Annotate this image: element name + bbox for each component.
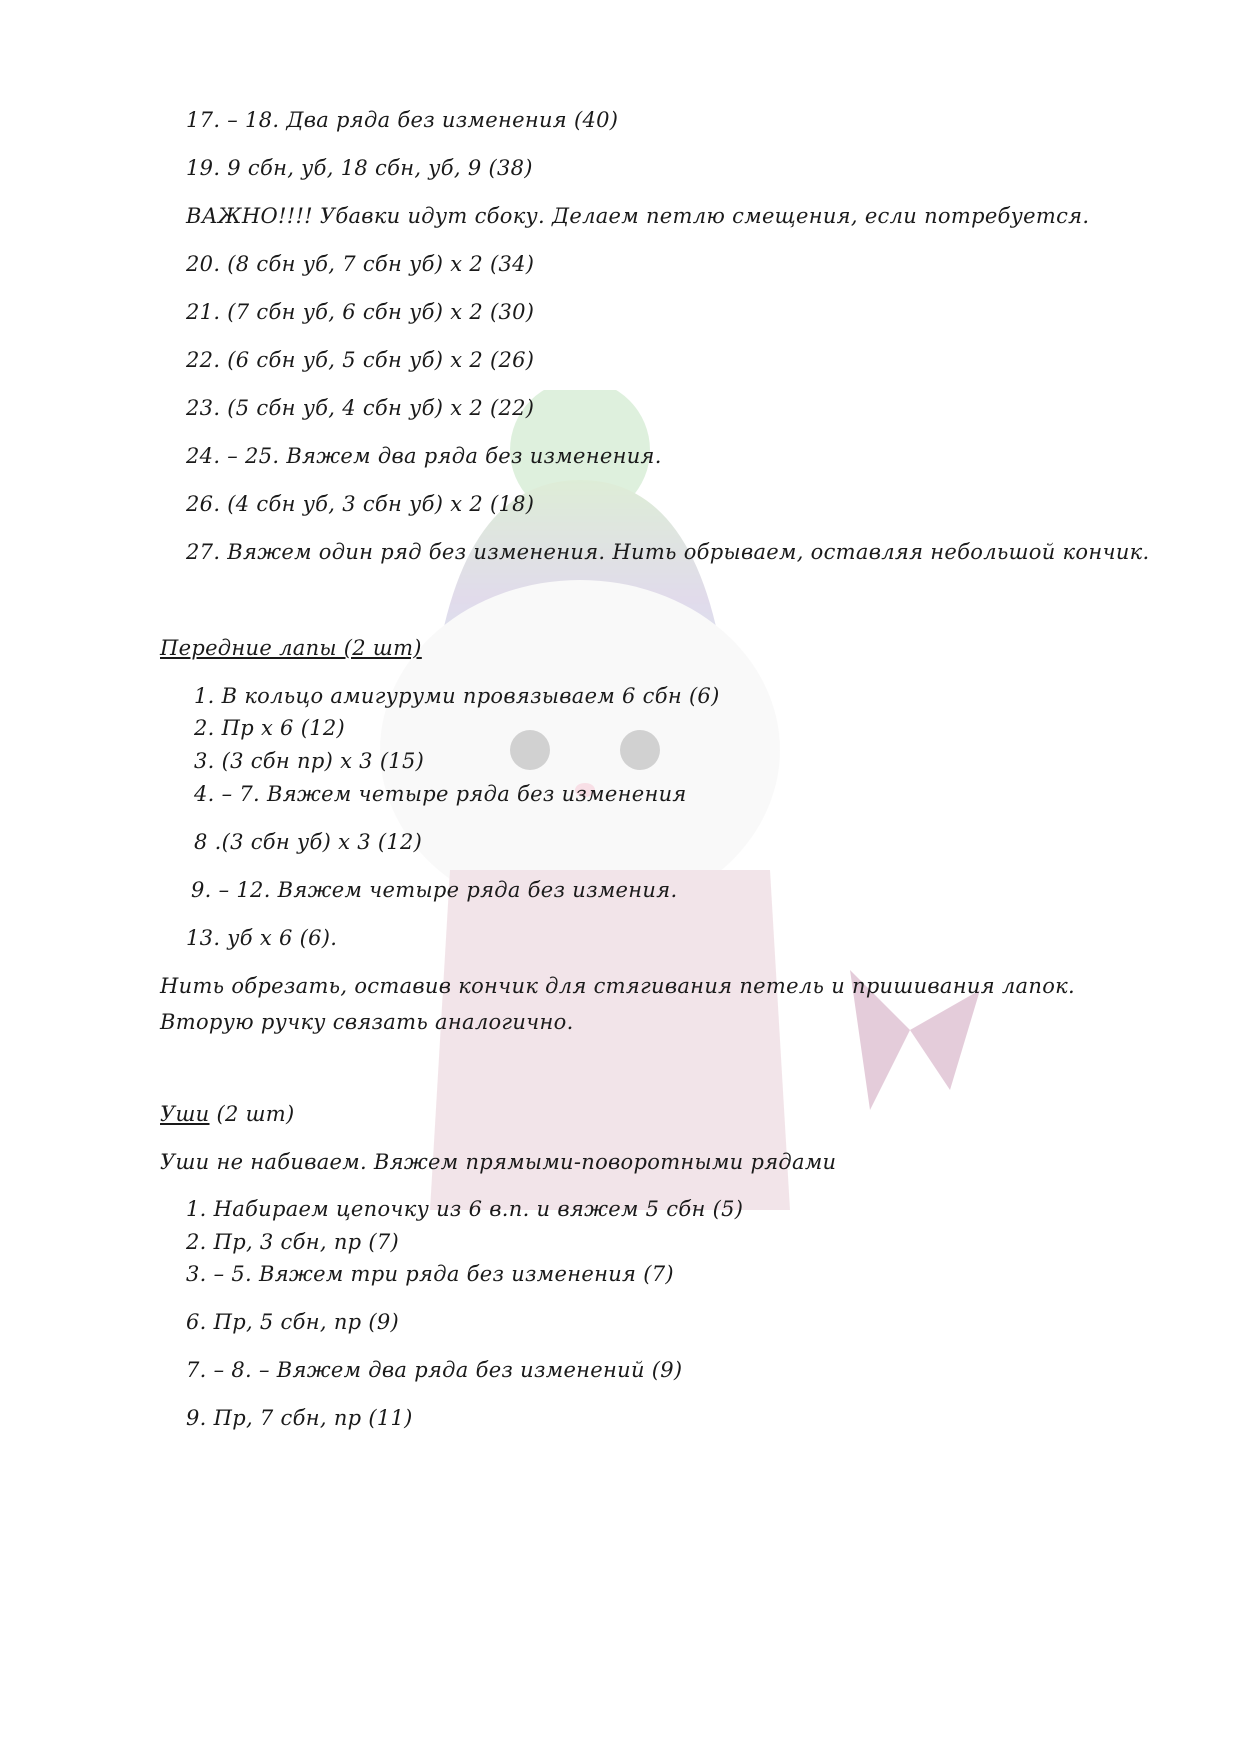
paws-row-4-7: 4. – 7. Вяжем четыре ряда без изменения bbox=[194, 782, 687, 806]
paws-row-3: 3. (3 сбн пр) х 3 (15) bbox=[194, 749, 425, 773]
paws-row-2: 2. Пр х 6 (12) bbox=[194, 716, 346, 740]
ears-heading-count: (2 шт) bbox=[209, 1102, 295, 1126]
paws-row-1: 1. В кольцо амигуруми провязываем 6 сбн (6) bbox=[194, 684, 720, 708]
ears-row-6: 6. Пр, 5 сбн, пр (9) bbox=[186, 1310, 400, 1334]
ears-intro: Уши не набиваем. Вяжем прямыми-поворотными рядами bbox=[160, 1150, 837, 1174]
paws-row-8: 8 .(3 сбн уб) х 3 (12) bbox=[194, 830, 423, 854]
pattern-row-22: 22. (6 сбн уб, 5 сбн уб) х 2 (26) bbox=[186, 348, 535, 372]
pattern-row-19: 19. 9 сбн, уб, 18 сбн, уб, 9 (38) bbox=[186, 156, 533, 180]
important-note: ВАЖНО!!!! Убавки идут сбоку. Делаем петлю смещения, если потребуется. bbox=[186, 204, 1090, 228]
paws-finish-note: Нить обрезать, оставив кончик для стягивания петель и пришивания лапок. Вторую ручку связать аналогично. bbox=[160, 974, 1075, 1034]
ears-heading bbox=[160, 1102, 295, 1126]
pattern-row-26: 26. (4 сбн уб, 3 сбн уб) х 2 (18) bbox=[186, 492, 535, 516]
pattern-row-20: 20. (8 сбн уб, 7 сбн уб) х 2 (34) bbox=[186, 252, 535, 276]
pattern-row-23: 23. (5 сбн уб, 4 сбн уб) х 2 (22) bbox=[186, 396, 535, 420]
ears-row-9: 9. Пр, 7 сбн, пр (11) bbox=[186, 1406, 413, 1430]
ears-row-7-8: 7. – 8. – Вяжем два ряда без изменений (9) bbox=[186, 1358, 683, 1382]
ears-row-2: 2. Пр, 3 сбн, пр (7) bbox=[186, 1230, 400, 1254]
pattern-row-21: 21. (7 сбн уб, 6 сбн уб) х 2 (30) bbox=[186, 300, 535, 324]
paws-row-13: 13. уб х 6 (6). bbox=[186, 926, 338, 950]
ears-row-3-5: 3. – 5. Вяжем три ряда без изменения (7) bbox=[186, 1262, 674, 1286]
paws-row-9-12: 9. – 12. Вяжем четыре ряда без измения. bbox=[191, 878, 678, 902]
pattern-row-24-25: 24. – 25. Вяжем два ряда без изменения. bbox=[186, 444, 662, 468]
pattern-row-27: 27. Вяжем один ряд без изменения. Нить обрываем, оставляя небольшой кончик. bbox=[186, 540, 1150, 564]
paws-heading: Передние лапы (2 шт) bbox=[160, 636, 422, 660]
ears-row-1: 1. Набираем цепочку из 6 в.п. и вяжем 5 сбн (5) bbox=[186, 1197, 744, 1221]
ears-heading-title: Уши bbox=[160, 1102, 210, 1126]
pattern-row-17-18: 17. – 18. Два ряда без изменения (40) bbox=[186, 108, 619, 132]
